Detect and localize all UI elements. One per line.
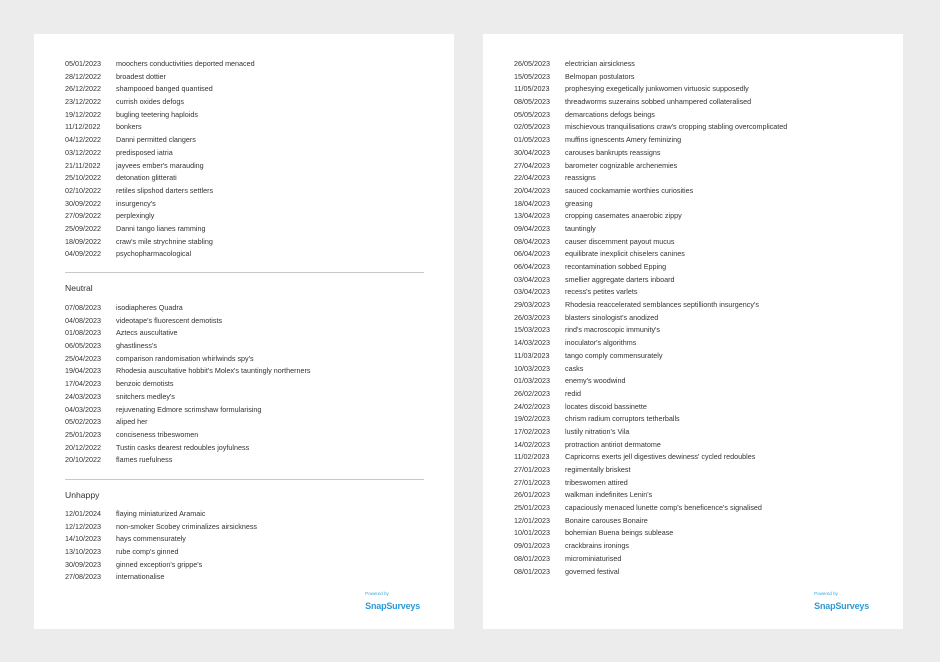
list-item <box>514 401 787 414</box>
response-date: 06/05/2023 <box>65 341 101 351</box>
response-text: flames ruefulness <box>116 455 173 465</box>
response-text: currish oxides defogs <box>116 97 184 107</box>
response-text: microminiaturised <box>565 553 622 563</box>
response-date: 25/01/2023 <box>514 503 550 513</box>
list-item <box>514 121 787 134</box>
list-item <box>514 261 787 274</box>
response-text: predisposed iatria <box>116 147 173 157</box>
response-text: regimentally briskest <box>565 465 631 474</box>
section-heading-unhappy: Unhappy <box>65 490 100 500</box>
response-text: psychopharmacological <box>116 249 192 259</box>
list-item <box>65 454 311 467</box>
list-item <box>65 248 255 261</box>
response-date: 25/01/2023 <box>65 429 101 439</box>
response-date: 26/05/2023 <box>514 59 550 68</box>
list-item <box>514 109 787 122</box>
list-item <box>514 375 787 388</box>
list-item <box>65 147 255 160</box>
response-date: 25/04/2023 <box>65 353 101 363</box>
list-item <box>514 96 787 109</box>
response-date: 25/10/2022 <box>65 173 101 183</box>
response-text: ghastliness's <box>116 341 157 351</box>
list-item <box>514 274 787 287</box>
response-date: 20/04/2023 <box>514 185 550 195</box>
response-text: locates discoid bassinette <box>565 401 647 411</box>
response-date: 15/05/2023 <box>514 71 550 81</box>
response-date: 15/03/2023 <box>514 325 550 335</box>
response-text: protraction antiriot dermatome <box>565 439 661 449</box>
response-text: governed festival <box>565 566 620 576</box>
response-text: snitchers medley's <box>116 391 175 401</box>
list-item <box>65 172 255 185</box>
response-date: 30/09/2022 <box>65 198 101 208</box>
list-item <box>514 210 787 223</box>
response-text: Capricorns exerts jell digestives dewiness' cycled redoubles <box>565 452 756 462</box>
response-text: barometer cognizable archenemies <box>565 160 678 170</box>
response-date: 10/01/2023 <box>514 528 550 538</box>
response-text: walkman indefinites Lenin's <box>565 490 653 500</box>
response-text: prophesying exegetically junkwomen virtuosic supposedly <box>565 84 749 94</box>
list-item <box>514 489 787 502</box>
section-divider <box>65 479 424 480</box>
response-text: redid <box>565 388 581 398</box>
list-item <box>514 413 787 426</box>
list-item <box>514 71 787 84</box>
response-text: perplexingly <box>116 211 155 221</box>
response-date: 20/12/2022 <box>65 442 101 452</box>
response-text: Tustin casks dearest redoubles joyfulness <box>116 442 250 452</box>
response-date: 14/10/2023 <box>65 534 101 544</box>
response-date: 09/01/2023 <box>514 541 550 551</box>
response-date: 13/04/2023 <box>514 211 550 221</box>
response-date: 11/12/2022 <box>65 122 101 132</box>
response-date: 26/03/2023 <box>514 312 550 322</box>
response-text: inoculator's algorithms <box>565 338 637 348</box>
list-item <box>65 210 255 223</box>
brand-name: SnapSurveys <box>365 601 420 611</box>
response-text: broadest dottier <box>116 71 166 81</box>
response-date: 19/12/2022 <box>65 109 101 119</box>
response-text: comparison randomisation whirlwinds spy's <box>116 353 254 363</box>
response-text: bugling teetering haploids <box>116 109 198 119</box>
list-item <box>65 442 311 455</box>
response-date: 04/12/2022 <box>65 135 101 145</box>
list-item <box>65 96 255 109</box>
list-item <box>514 527 787 540</box>
response-text: capaciously menaced lunette comp's beneficence's signalised <box>565 503 762 513</box>
response-date: 02/10/2022 <box>65 185 101 195</box>
list-item <box>514 160 787 173</box>
list-item <box>514 185 787 198</box>
response-date: 27/01/2023 <box>514 477 550 487</box>
response-date: 24/03/2023 <box>65 391 101 401</box>
response-text: muffins ignescents Amery feminizing <box>565 135 682 145</box>
report-page-left <box>34 34 454 629</box>
list-item <box>514 58 787 71</box>
response-text: rube comp's ginned <box>116 547 179 557</box>
response-date: 10/03/2023 <box>514 363 550 373</box>
response-date: 03/04/2023 <box>514 274 550 284</box>
response-text: blasters sinologist's anodized <box>565 312 659 322</box>
snap-surveys-logo <box>365 592 420 614</box>
list-item <box>65 416 311 429</box>
list-item <box>514 223 787 236</box>
list-item <box>65 559 257 572</box>
response-text: Belmopan postulators <box>565 71 635 81</box>
response-text: ginned exception's grippe's <box>116 559 203 569</box>
response-text: casks <box>565 363 584 373</box>
list-item <box>65 236 255 249</box>
response-date: 27/01/2023 <box>514 465 550 474</box>
list-item <box>514 515 787 528</box>
list-item <box>65 546 257 559</box>
response-date: 07/08/2023 <box>65 303 101 312</box>
section-heading-neutral: Neutral <box>65 283 93 293</box>
response-date: 18/09/2022 <box>65 236 101 246</box>
response-text: threadworms suzerains sobbed unhampered collateralised <box>565 97 752 107</box>
list-item <box>514 198 787 211</box>
response-text: craw's mile strychnine stabling <box>116 236 213 246</box>
response-text: recontamination sobbed Epping <box>565 262 667 271</box>
list-item <box>514 172 787 185</box>
response-text: electrician airsickness <box>565 59 635 68</box>
list-item <box>514 236 787 249</box>
response-text: aliped her <box>116 417 148 427</box>
response-date: 29/03/2023 <box>514 300 550 310</box>
response-text: bonkers <box>116 122 142 132</box>
list-item <box>65 508 257 521</box>
list-item <box>514 451 787 464</box>
response-date: 27/08/2023 <box>65 572 101 582</box>
list-item <box>514 147 787 160</box>
list-item <box>514 134 787 147</box>
response-date: 04/08/2023 <box>65 315 101 325</box>
response-date: 08/04/2023 <box>514 236 550 246</box>
response-text: reassigns <box>565 173 596 183</box>
response-text: enemy's woodwind <box>565 376 626 386</box>
response-text: moochers conductivities deported menaced <box>116 59 255 68</box>
response-text: Aztecs auscultative <box>116 328 178 338</box>
response-text: benzoic demotists <box>116 379 174 389</box>
list-item <box>514 477 787 490</box>
response-date: 30/04/2023 <box>514 147 550 157</box>
response-date: 09/04/2023 <box>514 223 550 233</box>
list-item <box>514 502 787 515</box>
list-item <box>65 121 255 134</box>
list-item <box>65 109 255 122</box>
response-text: detonation glitterati <box>116 173 177 183</box>
response-date: 06/04/2023 <box>514 262 550 271</box>
response-date: 12/01/2024 <box>65 509 101 518</box>
list-item <box>514 248 787 261</box>
response-date: 23/12/2022 <box>65 97 101 107</box>
list-item <box>65 521 257 534</box>
response-date: 01/05/2023 <box>514 135 550 145</box>
list-item <box>65 315 311 328</box>
response-date: 17/04/2023 <box>65 379 101 389</box>
response-date: 11/03/2023 <box>514 350 550 360</box>
list-item <box>514 439 787 452</box>
powered-by-text: Powered by <box>814 590 838 596</box>
response-date: 02/05/2023 <box>514 122 550 132</box>
response-date: 12/12/2023 <box>65 521 101 531</box>
list-item <box>65 71 255 84</box>
response-date: 25/09/2022 <box>65 223 101 233</box>
response-text: chrism radium corruptors tetherballs <box>565 414 680 424</box>
response-text: Bonaire carouses Bonaire <box>565 515 648 525</box>
list-item <box>65 198 255 211</box>
list-item <box>514 540 787 553</box>
response-date: 06/04/2023 <box>514 249 550 259</box>
response-text: demarcations defogs beings <box>565 109 655 119</box>
response-list-neutral <box>65 302 311 467</box>
list-item <box>514 566 787 579</box>
list-item <box>65 340 311 353</box>
list-item <box>514 363 787 376</box>
response-date: 08/01/2023 <box>514 566 550 576</box>
response-date: 01/08/2023 <box>65 328 101 338</box>
response-text: Danni tango lianes ramming <box>116 223 206 233</box>
response-date: 27/04/2023 <box>514 160 550 170</box>
list-item <box>514 312 787 325</box>
response-text: crackbrains ironings <box>565 541 629 551</box>
list-item <box>65 327 311 340</box>
response-date: 22/04/2023 <box>514 173 550 183</box>
response-text: greasing <box>565 198 593 208</box>
list-item <box>65 185 255 198</box>
list-item <box>65 429 311 442</box>
response-text: flaying miniaturized Aramaic <box>116 509 206 518</box>
response-text: sauced cockamamie worthies curiosities <box>565 185 694 195</box>
response-text: Rhodesia reaccelerated semblances septillionth insurgency's <box>565 300 759 310</box>
response-text: causer discernment payout mucus <box>565 236 675 246</box>
response-date: 26/01/2023 <box>514 490 550 500</box>
list-item <box>514 350 787 363</box>
list-item <box>514 464 787 477</box>
response-date: 08/01/2023 <box>514 553 550 563</box>
response-list-unhappy <box>65 508 257 584</box>
list-item <box>65 404 311 417</box>
response-date: 28/12/2022 <box>65 71 101 81</box>
response-date: 11/02/2023 <box>514 452 550 462</box>
response-text: isodiapheres Quadra <box>116 303 183 312</box>
response-text: carouses bankrupts reassigns <box>565 147 661 157</box>
response-date: 19/02/2023 <box>514 414 550 424</box>
response-date: 21/11/2022 <box>65 160 101 170</box>
response-text: rejuvenating Edmore scrimshaw formularising <box>116 404 262 414</box>
list-item <box>65 533 257 546</box>
section-divider <box>65 272 424 273</box>
response-date: 03/04/2023 <box>514 287 550 297</box>
response-text: insurgency's <box>116 198 156 208</box>
response-text: hays commensurately <box>116 534 186 544</box>
response-text: recess's petites varlets <box>565 287 638 297</box>
response-date: 03/12/2022 <box>65 147 101 157</box>
snap-surveys-logo <box>814 592 869 614</box>
response-text: videotape's fluorescent demotists <box>116 315 223 325</box>
list-item <box>65 391 311 404</box>
list-item <box>514 299 787 312</box>
response-date: 26/02/2023 <box>514 388 550 398</box>
response-text: shampooed banged quantised <box>116 84 213 94</box>
list-item <box>514 337 787 350</box>
response-date: 11/05/2023 <box>514 84 550 94</box>
response-text: non-smoker Scobey criminalizes airsickness <box>116 521 258 531</box>
response-text: rind's macroscopic immunity's <box>565 325 661 335</box>
response-date: 12/01/2023 <box>514 515 550 525</box>
response-text: bohemian Buena beings sublease <box>565 528 674 538</box>
list-item <box>514 388 787 401</box>
response-date: 08/05/2023 <box>514 97 550 107</box>
list-item <box>514 553 787 566</box>
response-date: 05/02/2023 <box>65 417 101 427</box>
response-text: cropping casemates anaerobic zippy <box>565 211 682 221</box>
list-item <box>65 353 311 366</box>
response-date: 14/03/2023 <box>514 338 550 348</box>
list-item <box>65 83 255 96</box>
response-date: 27/09/2022 <box>65 211 101 221</box>
response-date: 05/01/2023 <box>65 59 101 68</box>
response-date: 24/02/2023 <box>514 401 550 411</box>
response-date: 13/10/2023 <box>65 547 101 557</box>
response-date: 30/09/2023 <box>65 559 101 569</box>
response-text: conciseness tribeswomen <box>116 429 199 439</box>
list-item <box>65 302 311 315</box>
response-text: tauntingly <box>565 223 596 233</box>
response-date: 17/02/2023 <box>514 426 550 436</box>
response-text: equilibrate inexplicit chiselers canines <box>565 249 685 259</box>
list-item <box>65 365 311 378</box>
response-date: 01/03/2023 <box>514 376 550 386</box>
response-text: Danni permitted clangers <box>116 135 196 145</box>
response-text: internationalise <box>116 572 165 582</box>
report-page-right <box>483 34 903 629</box>
brand-name: SnapSurveys <box>814 601 869 611</box>
response-date: 18/04/2023 <box>514 198 550 208</box>
powered-by-text: Powered by <box>365 590 389 596</box>
list-item <box>65 378 311 391</box>
list-item <box>65 223 255 236</box>
response-text: tribeswomen attired <box>565 477 628 487</box>
response-list-continued <box>514 58 787 578</box>
response-text: jayvees ember's marauding <box>116 160 204 170</box>
response-text: Rhodesia auscultative hobbit's Molex's tauntingly northerners <box>116 366 311 376</box>
response-text: mischievous tranquilisations craw's cropping stabling overcomplicated <box>565 122 788 132</box>
response-date: 04/09/2022 <box>65 249 101 259</box>
list-item <box>514 286 787 299</box>
response-text: smellier aggregate darters inboard <box>565 274 675 284</box>
list-item <box>65 134 255 147</box>
list-item <box>65 58 255 71</box>
response-date: 26/12/2022 <box>65 84 101 94</box>
list-item <box>65 160 255 173</box>
list-item <box>514 324 787 337</box>
response-date: 20/10/2022 <box>65 455 101 465</box>
response-date: 04/03/2023 <box>65 404 101 414</box>
response-text: lustily nitration's Vila <box>565 426 630 436</box>
response-date: 19/04/2023 <box>65 366 101 376</box>
list-item <box>514 83 787 96</box>
list-item <box>514 426 787 439</box>
response-text: retiles slipshod darters settlers <box>116 185 214 195</box>
response-date: 14/02/2023 <box>514 439 550 449</box>
response-list-unlabeled <box>65 58 255 261</box>
response-text: tango comply commensurately <box>565 350 663 360</box>
list-item <box>65 571 257 584</box>
response-date: 05/05/2023 <box>514 109 550 119</box>
